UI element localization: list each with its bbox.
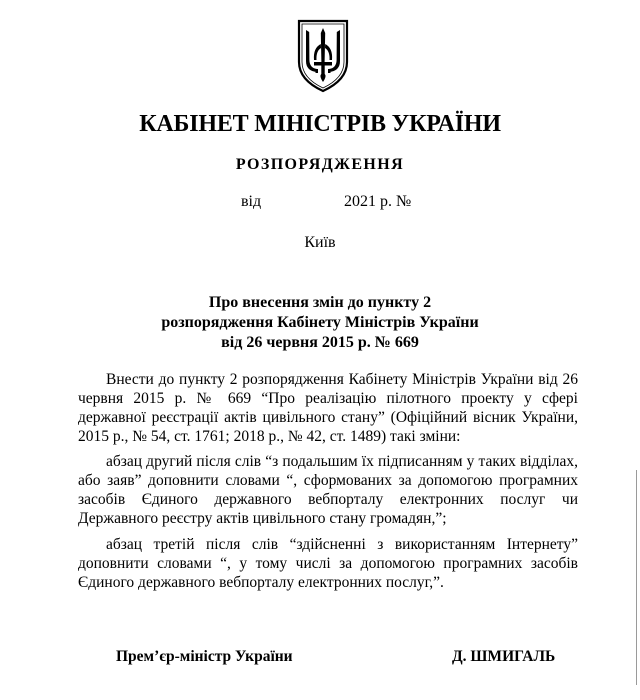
- body-paragraph: абзац другий після слів “з подальшим їх підписанням у таких відділах, або заяв” доповнити словами “, сформованих за допомогою програмних засобів Єдиного державного вебпорталу електронних послуг чи Державного реєстру актів цивільного стану громадян,”;: [78, 453, 578, 527]
- subject-line: від 26 червня 2015 р. № 669: [221, 334, 419, 351]
- date-year-number: 2021 р. №: [344, 193, 412, 210]
- trident-coat-of-arms-icon: [295, 18, 351, 94]
- document-body: [78, 370, 578, 599]
- date-label: від: [241, 193, 262, 210]
- city: Київ: [304, 234, 336, 251]
- signatory-title: Прем’єр-міністр України: [116, 648, 293, 665]
- document-subject: [0, 293, 640, 353]
- scan-edge-line: [636, 470, 637, 685]
- subject-line: розпорядження Кабінету Міністрів України: [161, 314, 479, 331]
- signatory-name: Д. ШМИГАЛЬ: [452, 648, 556, 665]
- subject-line: Про внесення змін до пункту 2: [208, 294, 432, 311]
- organization-title: КАБІНЕТ МІНІСТРІВ УКРАЇНИ: [139, 111, 501, 137]
- body-paragraph: абзац третій після слів “здійсненні з використанням Інтернету” доповнити словами “, у тому числі за допомогою програмних засобів Єдиного державного вебпорталу електронних послуг,”.: [78, 536, 578, 591]
- body-paragraph: Внести до пункту 2 розпорядження Кабінету Міністрів України від 26 червня 2015 р. № 669 “Про реалізацію пілотного проекту у сфері державної реєстрації актів цивільного стану” (Офіційний вісник України, 2015 р., № 54, ст. 1761; 2018 р., № 42, ст. 1489) такі зміни:: [78, 371, 578, 445]
- document-type: РОЗПОРЯДЖЕННЯ: [235, 156, 405, 173]
